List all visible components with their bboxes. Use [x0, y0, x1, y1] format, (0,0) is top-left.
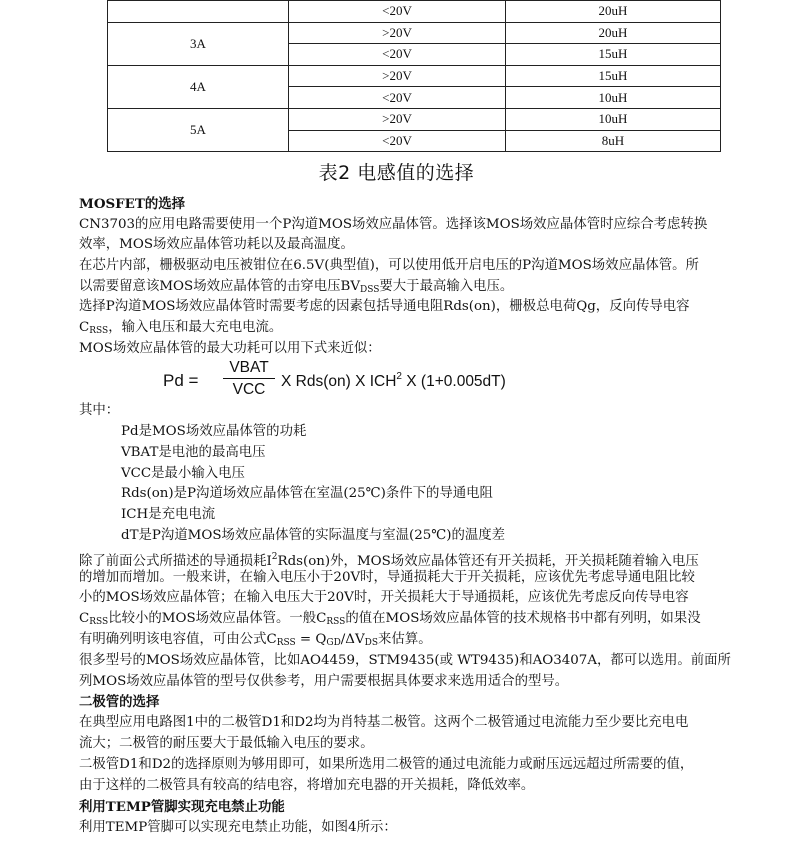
paragraph-line: 有明确列明该电容值，可由公式$C_{RSS} = Q_{GD}/\Delta V_{DS}$来估算。 [79, 632, 432, 648]
formula-lhs: Pd = [163, 371, 199, 390]
table-cell: >20V [289, 108, 506, 130]
table-row [108, 65, 721, 87]
paragraph-line: 二极管D1和D2的选择原则为够用即可，如果所选用二极管的通过电流能力或耐压远远超过所需要的值， [79, 757, 694, 772]
table-cell: 5A [108, 108, 289, 151]
paragraph-line: 流大；二极管的耐压要大于最低输入电压的要求。 [79, 736, 374, 751]
section-heading-diode: 二极管的选择 [79, 694, 160, 710]
definition-item: dT是P沟道MOS场效应晶体管的实际温度与室温(25℃)的温度差 [121, 528, 506, 543]
formula-rhs: X Rds(on) X ICH$^2$ X (1+0.005dT) [281, 371, 506, 390]
paragraph-line: CN3703的应用电路需要使用一个P沟道MOS场效应晶体管。选择该MOS场效应晶体管时应综合考虑转换 [79, 217, 708, 232]
paragraph-line: 由于这样的二极管具有较高的结电容，将增加充电器的开关损耗，降低效率。 [79, 778, 535, 793]
table-row [108, 22, 721, 44]
paragraph-line: 其中： [79, 403, 120, 418]
paragraph-line: 的增加而增加。一般来讲，在输入电压小于20V时，导通损耗大于开关损耗，应该优先考虑导通电阻比较 [79, 570, 695, 585]
table-cell: 20uH [506, 1, 721, 23]
formula-fraction [221, 358, 277, 399]
definition-item: VBAT是电池的最高电压 [121, 445, 266, 460]
table-cell: <20V [289, 130, 506, 152]
definition-item: Rds(on)是P沟道场效应晶体管在室温(25℃)条件下的导通电阻 [121, 486, 493, 501]
table-row [108, 1, 721, 23]
table-cell: <20V [289, 44, 506, 66]
paragraph-line: $C_{RSS}$，输入电压和最大充电电流。 [79, 320, 283, 336]
section-heading-temp: 利用TEMP管脚实现充电禁止功能 [79, 799, 285, 815]
table-cell: 15uH [506, 44, 721, 66]
paragraph-line: 在典型应用电路图1中的二极管D1和D2均为肖特基二极管。这两个二极管通过电流能力至少要比充电电 [79, 715, 689, 730]
paragraph-line: 在芯片内部，栅极驱动电压被钳位在6.5V(典型值)，可以使用低开启电压的P沟道MOS场效应晶体管。所 [79, 258, 699, 273]
table-cell: 10uH [506, 108, 721, 130]
paragraph-line: 列MOS场效应晶体管的型号仅供参考，用户需要根据具体要求来选用适合的型号。 [79, 674, 569, 689]
paragraph-line: 除了前面公式所描述的导通损耗$I^2Rds(on)$外，MOS场效应晶体管还有开关损耗，开关损耗随着输入电压 [79, 552, 699, 569]
table-cell: 15uH [506, 65, 721, 87]
table-cell: >20V [289, 65, 506, 87]
table-cell: 3A [108, 22, 289, 65]
formula-denominator: VCC [232, 381, 266, 398]
table-cell: >20V [289, 22, 506, 44]
table-cell [108, 1, 289, 23]
paragraph-line: 选择P沟道MOS场效应晶体管时需要考虑的因素包括导通电阻Rds(on)，栅极总电荷Qg，反向传导电容 [79, 299, 690, 314]
table-cell: 4A [108, 65, 289, 108]
definition-item: ICH是充电电流 [121, 507, 216, 522]
table-cell: <20V [289, 1, 506, 23]
inductor-table [107, 0, 721, 152]
paragraph-line: 利用TEMP管脚可以实现充电禁止功能，如图4所示： [79, 820, 397, 835]
paragraph-line: 小的MOS场效应晶体管；在输入电压大于20V时，开关损耗大于导通损耗，应该优先考虑反向传导电容 [79, 590, 689, 605]
table-row [108, 108, 721, 130]
paragraph-line: 效率，MOS场效应晶体管功耗以及最高温度。 [79, 237, 354, 252]
table-cell: <20V [289, 87, 506, 109]
table-caption: 表2 电感值的选择 [318, 162, 475, 184]
paragraph-line: MOS场效应晶体管的最大功耗可以用下式来近似： [79, 341, 381, 356]
paragraph-line: 以需要留意该MOS场效应晶体管的击穿电压$BV_{DSS}$要大于最高输入电压。 [79, 279, 514, 295]
definition-item: Pd是MOS场效应晶体管的功耗 [121, 424, 307, 439]
formula-numerator: VBAT [229, 359, 269, 376]
table-cell: 20uH [506, 22, 721, 44]
section-heading-mosfet: MOSFET的选择 [79, 196, 186, 212]
paragraph-line: $C_{RSS}$比较小的MOS场效应晶体管。一般$C_{RSS}$的值在MOS场效应晶体管的技术规格书中都有列明，如果没 [79, 611, 701, 627]
definition-item: VCC是最小输入电压 [121, 466, 245, 481]
table-cell: 10uH [506, 87, 721, 109]
paragraph-line: 很多型号的MOS场效应晶体管，比如AO4459，STM9435(或 WT9435)和AO3407A，都可以选用。前面所 [79, 653, 731, 668]
table-cell: 8uH [506, 130, 721, 152]
